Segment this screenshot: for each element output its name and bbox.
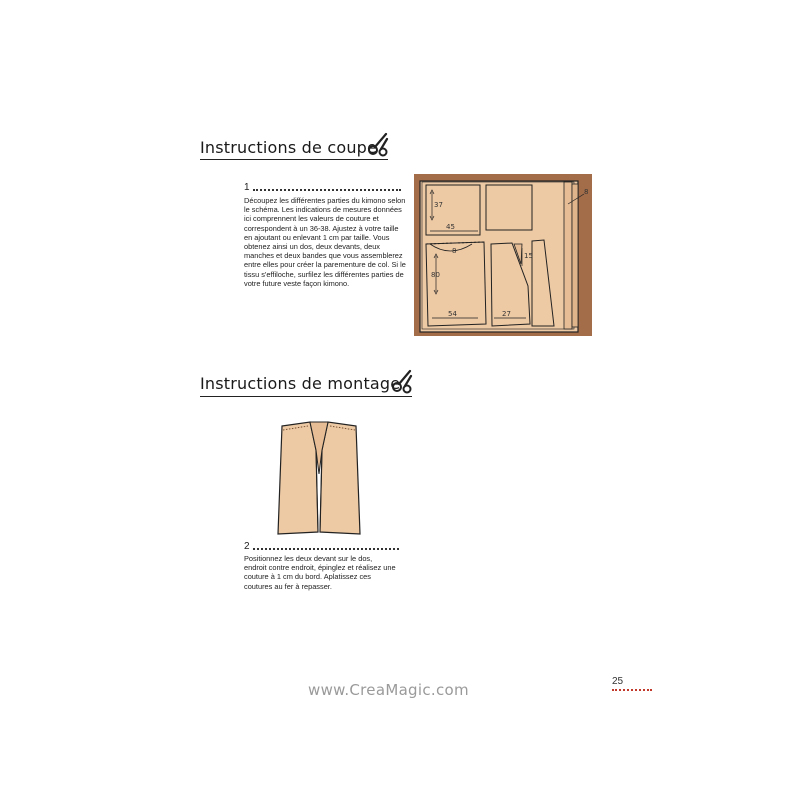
title-underline-assembly: [200, 396, 412, 397]
label-front-width: 27: [502, 310, 511, 318]
step-number-1: 1: [244, 182, 250, 193]
title-underline-cut: [200, 159, 388, 160]
step-dotted-rule-1: [253, 189, 401, 191]
watermark: www.CreaMagic.com: [308, 681, 469, 699]
label-back-height: 80: [431, 271, 440, 279]
step-dotted-rule-2: [253, 548, 399, 550]
label-sleeve-width: 45: [446, 223, 455, 231]
label-front-neck: 15: [524, 252, 533, 260]
page-number: 25: [612, 676, 624, 687]
label-back-width: 54: [448, 310, 457, 318]
step-text-1: Découpez les différentes parties du kimono selon le schéma. Les indications de mesures données ici comprennent les valeurs de couture et correspondent à un 36-38. Ajustez à votre taille en ajoutant ou enlevant 1 cm par taille. Vous obtenez ainsi un dos, deux devants, deux manches et deux bandes que vous assemblerez entre elles pour créer la parementure de col. Si le tissu s'effiloche, surfilez les différentes parties de votre future veste façon kimono.: [244, 196, 406, 288]
section-title-cut: Instructions de coupe: [200, 138, 378, 157]
label-fold: 8: [584, 188, 589, 196]
pattern-layout-illustration: [414, 174, 596, 336]
label-sleeve-height: 37: [434, 201, 443, 209]
step-number-2: 2: [244, 541, 250, 552]
step-text-2: Positionnez les deux devant sur le dos, endroit contre endroit, épinglez et réalisez une couture à 1 cm du bord. Aplatissez ces coutures au fer à repasser.: [244, 554, 396, 591]
scissors-icon: [390, 368, 416, 394]
section-title-assembly: Instructions de montage: [200, 374, 401, 393]
label-neck-depth: 8: [452, 247, 457, 255]
page-number-dots: [612, 689, 652, 691]
vest-assembly-illustration: [276, 414, 362, 540]
scissors-icon: [366, 131, 392, 157]
